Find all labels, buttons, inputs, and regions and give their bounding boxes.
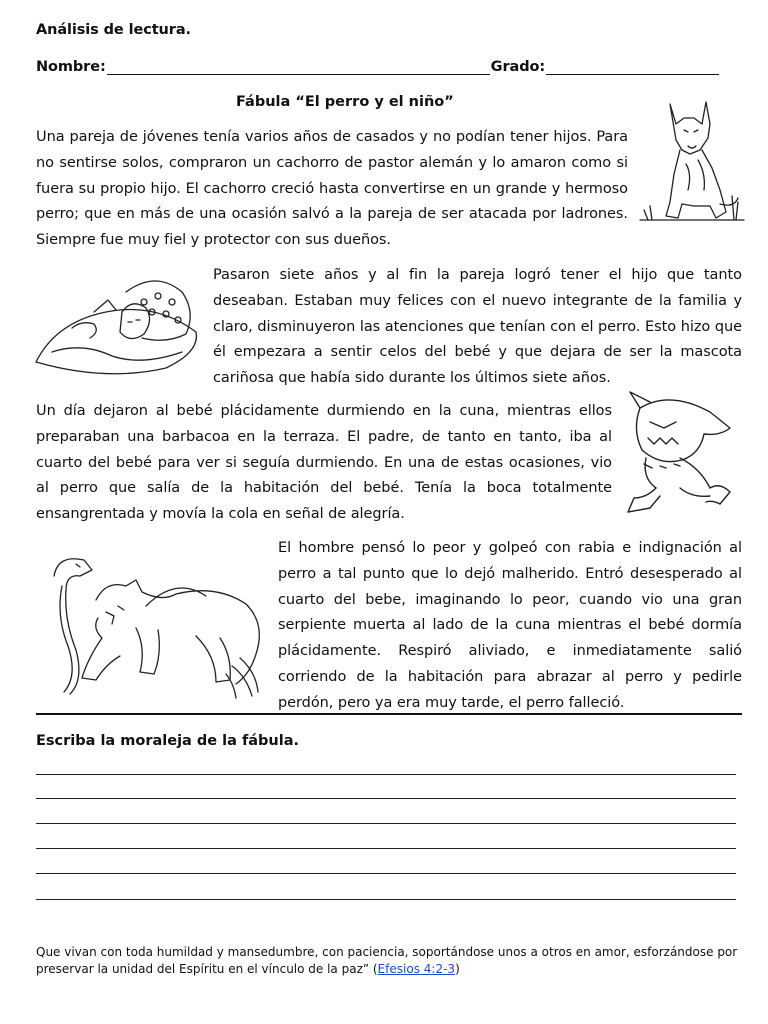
answer-line-3[interactable] [36,823,736,824]
name-field-line[interactable] [107,73,490,75]
bible-quote [36,944,756,978]
quote-close: ) [455,962,460,976]
paragraph-1: Una pareja de jóvenes tenía varios años de casados y no podían tener hijos. Para no sentirse solos, compraron un cachorro de pastor alemán y lo amaron como si fuera su propio hijo. El cachorro creció hasta convertirse en un grande y hermoso perro; que en más de una ocasión salvó a la pareja de ser atacada por ladrones. Siempre fue muy fiel y protector con sus dueños. [36,129,628,249]
answer-line-4[interactable] [36,848,736,849]
answer-line-6[interactable] [36,899,736,900]
paragraph-3: Un día dejaron al bebé plácidamente durmiendo en la cuna, mientras ellos preparaban una barbacoa en la terraza. El padre, de tanto en tanto, iba al cuarto del bebé para ver si seguía durmiendo. En una de estas ocasiones, vio al perro que salía de la habitación del bebé. Tenía la boca totalmente ensangrentada y movía la cola en señal de alegría. [36,403,612,523]
grade-label: Grado: [490,59,546,75]
sleeping-baby-icon [32,272,204,380]
paragraph-4: El hombre pensó lo peor y golpeó con rabia e indignación al perro a tal punto que lo dejó malherido. Entró desesperado al cuarto del bebe, imaginando lo peor, cuando vio una gran serpiente muerta al lado de la cuna mientras el bebé dormía plácidamente. Respiró aliviado, e inmediatamente salió corriendo de la habitación para abrazar al perro y pedirle perdón, pero ya era muy tarde, el perro falleció. [278,540,742,711]
angry-dog-icon [620,388,744,528]
moral-prompt: Escriba la moraleja de la fábula. [36,733,300,749]
answer-line-1[interactable] [36,774,736,775]
worksheet-title: Análisis de lectura. [36,22,191,38]
section-divider [36,713,742,715]
answer-line-2[interactable] [36,798,736,799]
grade-field-line[interactable] [546,73,719,75]
fable-title: Fábula “El perro y el niño” [236,94,454,110]
name-grade-row [36,59,720,75]
bible-reference-link[interactable]: Efesios 4:2-3 [377,962,456,976]
dog-sitting-icon [636,94,748,226]
quote-text: Que vivan con toda humildad y mansedumbre, con paciencia, soportándose unos a otros en amor, esforzándose por preservar la unidad del Espíritu en el vínculo de la paz” ( [36,945,738,976]
dog-fighting-snake-icon [36,546,272,702]
name-label: Nombre: [36,59,106,75]
answer-line-5[interactable] [36,873,736,874]
paragraph-2: Pasaron siete años y al fin la pareja logró tener el hijo que tanto deseaban. Estaban muy felices con el nuevo integrante de la familia y claro, disminuyeron las atenciones que tenían con el perro. Esto hizo que él empezara a sentir celos del bebé y que dejara de ser la mascota cariñosa que había sido durante los últimos siete años. [213,267,742,387]
